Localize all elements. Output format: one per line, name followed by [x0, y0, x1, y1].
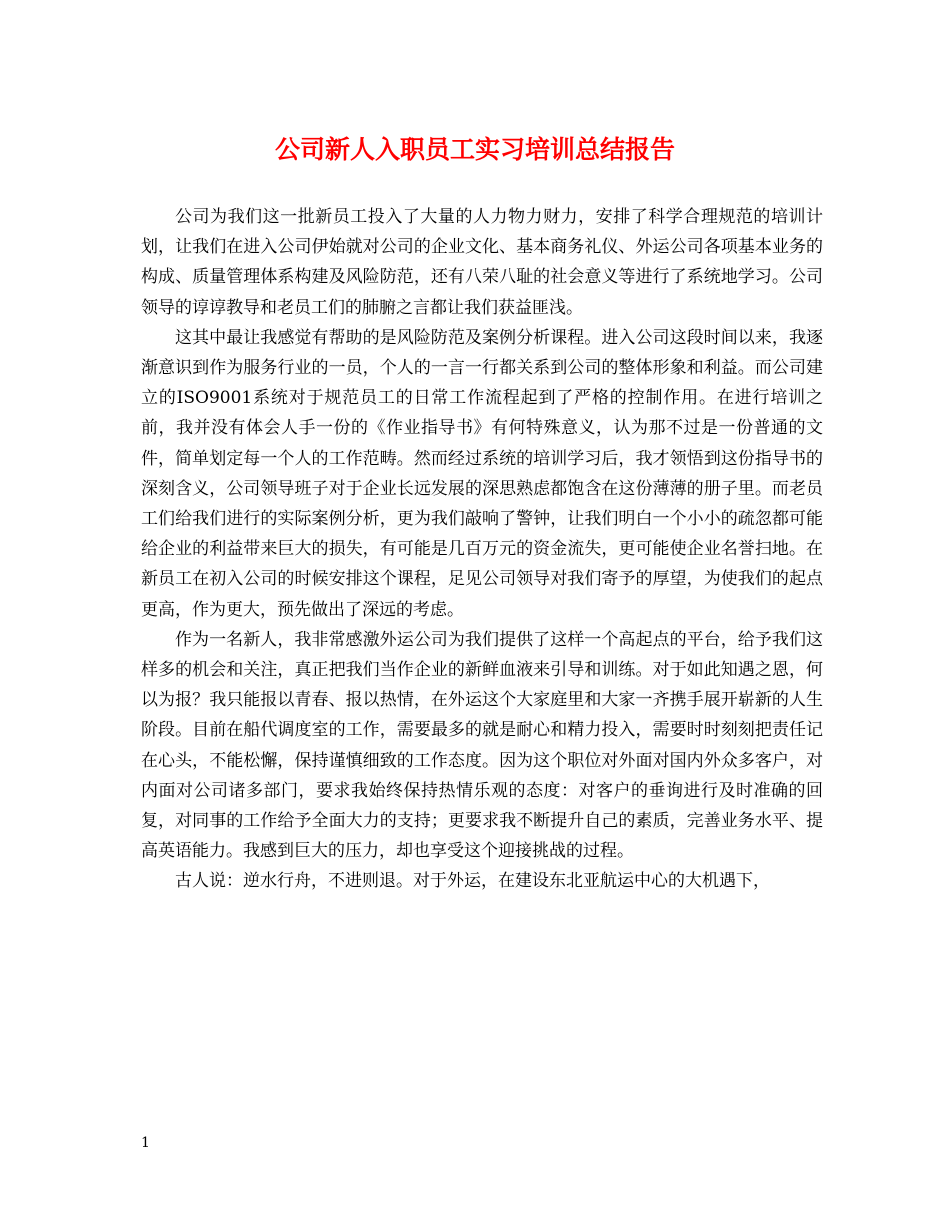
paragraph-3: 作为一名新人，我非常感激外运公司为我们提供了这样一个高起点的平台，给予我们这样多的机会和关注，真正把我们当作企业的新鲜血液来引导和训练。对于如此知遇之恩，何以为报？我只能报以青春、报以热情，在外运这个大家庭里和大家一齐携手展开崭新的人生阶段。目前在船代调度室的工作，需要最多的就是耐心和精力投入，需要时时刻刻把责任记在心头，不能松懈，保持谨慎细致的工作态度。因为这个职位对外面对国内外众多客户，对内面对公司诸多部门，要求我始终保持热情乐观的态度：对客户的垂询进行及时准确的回复，对同事的工作给予全面大力的支持；更要求我不断提升自己的素质，完善业务水平、提高英语能力。我感到巨大的压力，却也享受这个迎接挑战的过程。 [141, 629, 823, 862]
paragraph-2: 这其中最让我感觉有帮助的是风险防范及案例分析课程。进入公司这段时间以来，我逐渐意识到作为服务行业的一员，个人的一言一行都关系到公司的整体形象和利益。而公司建立的ISO9001系统对于规范员工的日常工作流程起到了严格的控制作用。在进行培训之前，我并没有体会人手一份的《作业指导书》有何特殊意义，认为那不过是一份普通的文件，简单划定每一个人的工作范畴。然而经过系统的培训学习后，我才领悟到这份指导书的深刻含义，公司领导班子对于企业长远发展的深思熟虑都饱含在这份薄薄的册子里。而老员工们给我们进行的实际案例分析，更为我们敲响了警钟，让我们明白一个小小的疏忽都可能给企业的利益带来巨大的损失，有可能是几百万元的资金流失，更可能使企业名誉扫地。在新员工在初入公司的时候安排这个课程，足见公司领导对我们寄予的厚望，为使我们的起点更高，作为更大，预先做出了深远的考虑。 [141, 327, 823, 620]
paragraph-4: 古人说：逆水行舟，不进则退。对于外运，在建设东北亚航运中心的大机遇下， [175, 871, 770, 892]
document-title: 公司新人入职员工实习培训总结报告 [274, 135, 675, 164]
page-number: 1 [141, 1135, 150, 1151]
document-body [141, 202, 823, 897]
paragraph-1: 公司为我们这一批新员工投入了大量的人力物力财力，安排了科学合理规范的培训计划，让我们在进入公司伊始就对公司的企业文化、基本商务礼仪、外运公司各项基本业务的构成、质量管理体系构建及风险防范，还有八荣八耻的社会意义等进行了系统地学习。公司领导的谆谆教导和老员工们的肺腑之言都让我们获益匪浅。 [141, 207, 823, 318]
